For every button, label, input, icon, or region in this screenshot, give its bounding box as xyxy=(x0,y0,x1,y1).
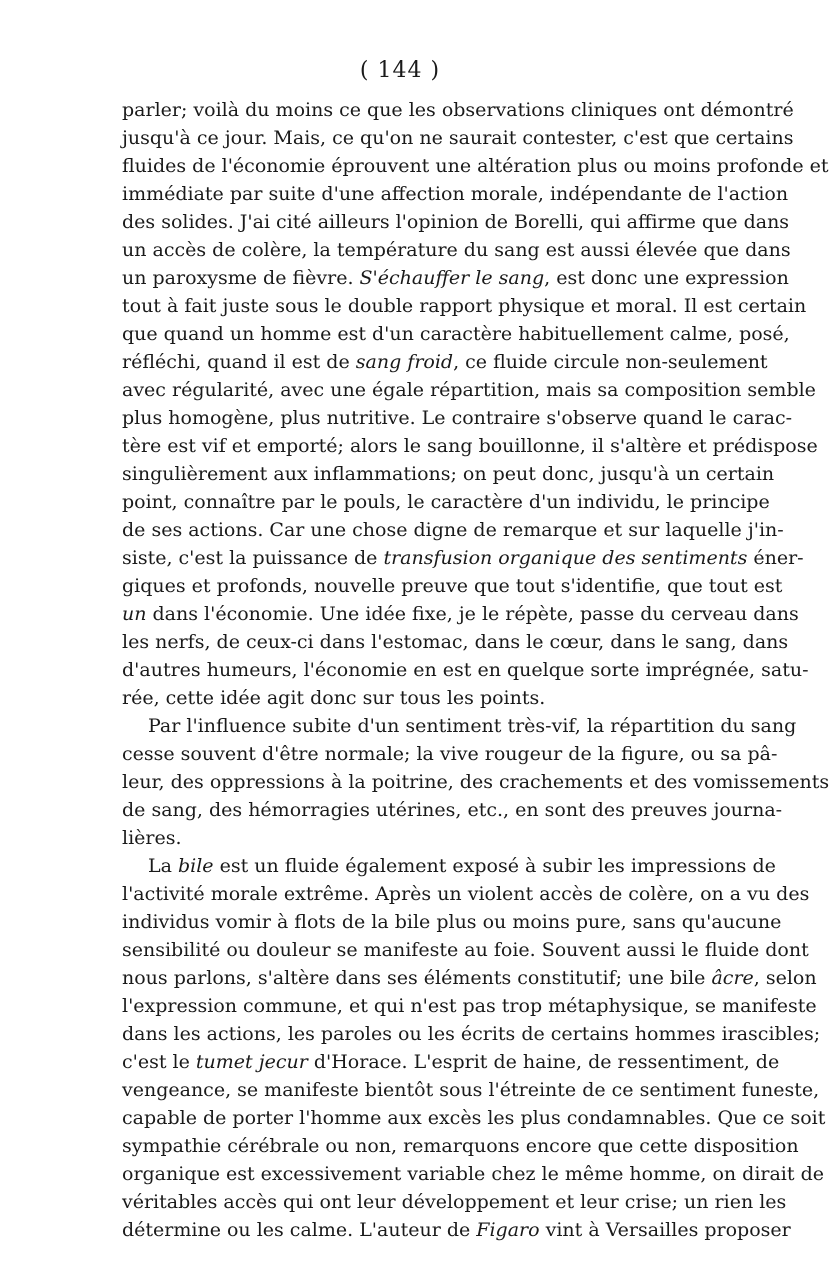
text-line xyxy=(122,992,817,1020)
text-run: , selon xyxy=(753,967,817,989)
text-run: l'activité morale extrême. Après un violent accès de colère, on a vu des xyxy=(122,883,810,905)
text-line xyxy=(122,908,782,936)
text-run: réfléchi, quand il est de xyxy=(122,351,356,373)
text-line xyxy=(122,740,778,768)
text-run: est un fluide également exposé à subir les impressions de xyxy=(213,855,776,877)
text-run: giques et profonds, nouvelle preuve que tout s'identifie, que tout est xyxy=(122,575,783,597)
italic-phrase: sang froid xyxy=(355,351,454,373)
text-run: des solides. J'ai cité ailleurs l'opinion de Borelli, qui affirme que dans xyxy=(122,211,790,233)
text-line xyxy=(122,488,770,516)
text-line xyxy=(122,1048,780,1076)
text-run: c'est le xyxy=(122,1051,196,1073)
text-line xyxy=(122,320,790,348)
text-run: Par l'influence subite d'un sentiment très-vif, la répartition du sang xyxy=(148,715,797,737)
text-run: détermine ou les calme. L'auteur de xyxy=(122,1219,477,1241)
text-run: sensibilité ou douleur se manifeste au foie. Souvent aussi le fluide dont xyxy=(122,939,809,961)
text-run: les nerfs, de ceux-ci dans l'estomac, dans le cœur, dans le sang, dans xyxy=(122,631,789,653)
text-run: sympathie cérébrale ou non, remarquons encore que cette disposition xyxy=(122,1135,799,1157)
text-line xyxy=(122,600,799,628)
text-line xyxy=(122,684,680,712)
text-run: l'expression commune, et qui n'est pas trop métaphysique, se manifeste xyxy=(122,995,817,1017)
text-line xyxy=(122,1160,824,1188)
text-run: plus homogène, plus nutritive. Le contraire s'observe quand le carac- xyxy=(122,407,793,429)
text-run: éner- xyxy=(747,547,804,569)
text-line xyxy=(122,852,776,880)
text-run: parler; voilà du moins ce que les observations cliniques ont démontré xyxy=(122,99,794,121)
paragraph xyxy=(122,712,829,852)
paragraph xyxy=(122,96,829,712)
text-line xyxy=(122,964,817,992)
text-line xyxy=(122,1216,791,1244)
text-run: d'autres humeurs, l'économie en est en quelque sorte imprégnée, satu- xyxy=(122,659,809,681)
text-line xyxy=(122,376,816,404)
text-line xyxy=(122,824,680,852)
text-line xyxy=(122,1076,820,1104)
italic-phrase: Figaro xyxy=(476,1219,540,1241)
text-line xyxy=(122,572,783,600)
text-run: vengeance, se manifeste bientôt sous l'étreinte de ce sentiment funeste, xyxy=(122,1079,820,1101)
text-line xyxy=(122,712,797,740)
text-run: lières. xyxy=(122,827,182,849)
text-line xyxy=(122,1188,787,1216)
text-run: que quand un homme est d'un caractère habituellement calme, posé, xyxy=(122,323,790,345)
text-run: organique est excessivement variable chez le même homme, on dirait de xyxy=(122,1163,824,1185)
text-run: un paroxysme de fièvre. xyxy=(122,267,360,289)
text-run: vint à Versailles proposer xyxy=(539,1219,791,1241)
text-line xyxy=(122,432,818,460)
text-line xyxy=(122,628,789,656)
text-run: rée, cette idée agit donc sur tous les points. xyxy=(122,687,546,709)
page-number: ( 144 ) xyxy=(359,58,441,83)
text-line xyxy=(122,936,809,964)
text-line xyxy=(122,404,793,432)
italic-phrase: tumet jecur xyxy=(195,1051,308,1073)
italic-phrase: S'échauffer le sang xyxy=(359,267,545,289)
text-line xyxy=(122,236,791,264)
text-line xyxy=(122,460,775,488)
text-line xyxy=(122,152,829,180)
text-line xyxy=(122,1020,821,1048)
text-run: point, connaître par le pouls, le caractère d'un individu, le principe xyxy=(122,491,770,513)
text-line xyxy=(122,544,804,572)
text-run: véritables accès qui ont leur développement et leur crise; un rien les xyxy=(122,1191,787,1213)
paragraph xyxy=(122,852,826,1244)
text-run: La xyxy=(148,855,178,877)
text-run: , est donc une expression xyxy=(544,267,789,289)
text-line xyxy=(122,124,794,152)
text-run: individus vomir à flots de la bile plus ou moins pure, sans qu'aucune xyxy=(122,911,782,933)
text-run: tère est vif et emporté; alors le sang bouillonne, il s'altère et prédispose xyxy=(122,435,818,457)
text-line xyxy=(122,208,790,236)
text-run: dans les actions, les paroles ou les écrits de certains hommes irascibles; xyxy=(122,1023,821,1045)
text-run: d'Horace. L'esprit de haine, de ressentiment, de xyxy=(307,1051,780,1073)
text-run: dans l'économie. Une idée fixe, je le répète, passe du cerveau dans xyxy=(146,603,799,625)
italic-phrase: âcre xyxy=(711,967,754,989)
text-line xyxy=(122,180,789,208)
text-line xyxy=(122,1132,799,1160)
italic-phrase: transfusion organique des sentiments xyxy=(383,547,748,569)
text-run: , ce fluide circule non-seulement xyxy=(453,351,768,373)
text-line xyxy=(122,264,789,292)
text-run: de ses actions. Car une chose digne de remarque et sur laquelle j'in- xyxy=(122,519,784,541)
text-line xyxy=(122,516,784,544)
body-text xyxy=(122,96,829,1244)
text-run: un accès de colère, la température du sang est aussi élevée que dans xyxy=(122,239,791,261)
text-run: leur, des oppressions à la poitrine, des crachements et des vomissements xyxy=(122,771,829,793)
text-run: nous parlons, s'altère dans ses éléments constitutif; une bile xyxy=(122,967,712,989)
text-run: jusqu'à ce jour. Mais, ce qu'on ne saurait contester, c'est que certains xyxy=(122,127,794,149)
text-line xyxy=(122,1104,826,1132)
text-run: singulièrement aux inflammations; on peut donc, jusqu'à un certain xyxy=(122,463,775,485)
text-run: fluides de l'économie éprouvent une altération plus ou moins profonde et xyxy=(122,155,829,177)
italic-phrase: bile xyxy=(177,855,214,877)
text-line xyxy=(122,880,810,908)
text-run: de sang, des hémorragies utérines, etc., en sont des preuves journa- xyxy=(122,799,783,821)
text-line xyxy=(122,656,809,684)
text-line xyxy=(122,796,783,824)
text-run: tout à fait juste sous le double rapport physique et moral. Il est certain xyxy=(122,295,807,317)
text-run: avec régularité, avec une égale répartition, mais sa composition semble xyxy=(122,379,816,401)
text-run: immédiate par suite d'une affection morale, indépendante de l'action xyxy=(122,183,789,205)
text-run: capable de porter l'homme aux excès les plus condamnables. Que ce soit xyxy=(122,1107,826,1129)
text-line xyxy=(122,292,807,320)
text-run: siste, c'est la puissance de xyxy=(122,547,384,569)
text-line xyxy=(122,96,794,124)
text-line xyxy=(122,768,829,796)
text-run: cesse souvent d'être normale; la vive rougeur de la figure, ou sa pâ- xyxy=(122,743,778,765)
italic-phrase: un xyxy=(122,603,147,625)
text-line xyxy=(122,348,768,376)
